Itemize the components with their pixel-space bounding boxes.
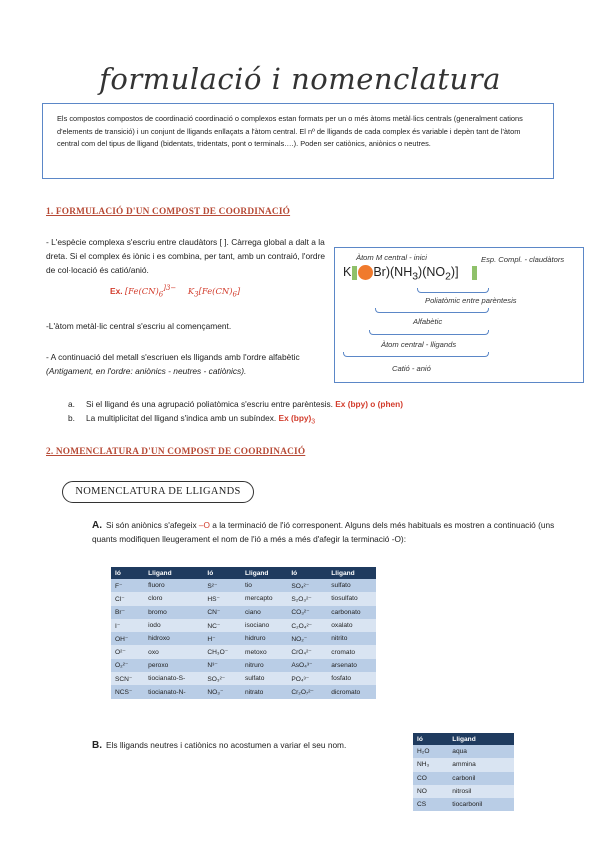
label-cation-anion: Catió - anió [392, 364, 431, 373]
table-row: Cl⁻ cloro HS⁻ mercapto S₂O₃²⁻ tiosulfato [111, 592, 376, 605]
formulation-rule-2: -L'àtom metàl·lic central s'escriu al començament. [46, 321, 232, 331]
example-salt: $K_3[Fe(CN)_6]$ [187, 285, 241, 299]
brace-cation-anion [343, 352, 489, 357]
formulation-rule-1: - L'espècie complexa s'escriu entre claudàtors [ ]. Càrrega global a dalt a la dreta. Si el complex és iònic i es combina, per tant, amb un contraió, l'ordre de col·locació és catió/anió. [46, 237, 326, 275]
table-row: NH₃ ammina [413, 758, 514, 771]
formula-example [110, 284, 240, 298]
table-row: NCS⁻ tiocianato-N- NO₃⁻ nitrato Cr₂O₇²⁻ dicromato [111, 685, 376, 698]
table-row: CO carbonil [413, 772, 514, 785]
table-header-row: Ió Lligand Ió Lligand Ió Lligand [111, 567, 376, 579]
formulation-rule-3: - A continuació del metall s'escriuen els lligands amb l'ordre alfabètic (Antigament, en l'ordre: aniònics - neutres - catiònics). [46, 352, 300, 376]
rule-anionic: A. Si són aniònics s'afegeix –O a la terminació de l'ió corresponent. Alguns dels més habituals es mostren a continuació (uns quants modifiquen lleugerament el nom de l'ió a més a més d'afegir la terminació -O): [92, 520, 555, 544]
label-central-ligands: Àtom central - lligands [381, 340, 457, 349]
bracket-close-highlight [472, 266, 477, 280]
anionic-ligands-table [111, 567, 376, 699]
table-header-row: Ió Lligand [413, 733, 514, 745]
brace-alphabetic [375, 308, 489, 313]
label-central-atom: Àtom M central - inici [356, 253, 427, 262]
table-row: CS tiocarbonil [413, 798, 514, 811]
intro-box: Els compostos compostos de coordinació coordinació o complexos estan formats per un o més àtoms metàl·lics centrals (generalment cations d'elements de transició) i un conjunt de lligands enllaçats a l'àtom central. El nº de lligands de cada complex és variable i depèn tant de l'àtom central com del tipus de lligand (bidentats, tridentats, pont o terminals….). Poden ser catiònics, aniònics o neutres. [42, 103, 554, 179]
label-alphabetic: Alfabètic [413, 317, 443, 326]
table-row: Br⁻ bromo CN⁻ ciano CO₃²⁻ carbonato [111, 606, 376, 619]
list-item-a: a. Si el lligand és una agrupació poliatòmica s'escriu entre parèntesis. Ex (bpy) o (phen) [68, 399, 404, 409]
section-1-heading: 1. FORMULACIÓ D'UN COMPOST DE COORDINACIÓ [46, 207, 291, 217]
bracket-open-highlight [352, 266, 357, 280]
label-polyatomic: Poliatòmic entre parèntesis [425, 296, 517, 305]
central-atom-marker [358, 265, 373, 280]
diagram-formula: K $Br)(NH_3)(NO_2)$] [343, 265, 477, 283]
table-row: H₂O aqua [413, 745, 514, 758]
list-item-b: b. La multiplicitat del lligand s'indica amb un subíndex. Ex $(bpy)_3$ [68, 413, 316, 426]
section-2-heading: 2. NOMENCLATURA D'UN COMPOST DE COORDINACIÓ [46, 447, 306, 457]
brace-polyatomic [417, 288, 489, 293]
table-row: O₂²⁻ peroxo N³⁻ nitruro AsO₄³⁻ arsenato [111, 659, 376, 672]
example-anion: [$Fe(CN)_6^{]3-}$ [124, 284, 177, 299]
neutral-ligands-table [413, 733, 514, 811]
table-row: OH⁻ hidroxo H⁻ hidruro NO₂⁻ nitrito [111, 632, 376, 645]
brace-central-ligands [369, 330, 489, 335]
ligands-subheading: NOMENCLATURA DE LLIGANDS [62, 481, 254, 503]
table-row: SCN⁻ tiocianato-S- SO₃²⁻ sulfato PO₄³⁻ fosfato [111, 672, 376, 685]
page-title: formulació i nomenclatura [99, 62, 501, 96]
example-label: Ex. [110, 285, 123, 296]
label-brackets: Esp. Compl. - claudàtors [481, 255, 565, 264]
table-row: F⁻ fluoro S²⁻ tio SO₄²⁻ sulfato [111, 579, 376, 592]
rule-neutral-cationic: B. Els lligands neutres i catiònics no acostumen a variar el seu nom. [92, 740, 347, 751]
table-row: NO nitrosil [413, 785, 514, 798]
table-row: O²⁻ oxo CH₃O⁻ metoxo CrO₄²⁻ cromato [111, 645, 376, 658]
table-row: I⁻ iodo NC⁻ isociano C₂O₄²⁻ oxalato [111, 619, 376, 632]
formula-diagram [334, 247, 584, 383]
